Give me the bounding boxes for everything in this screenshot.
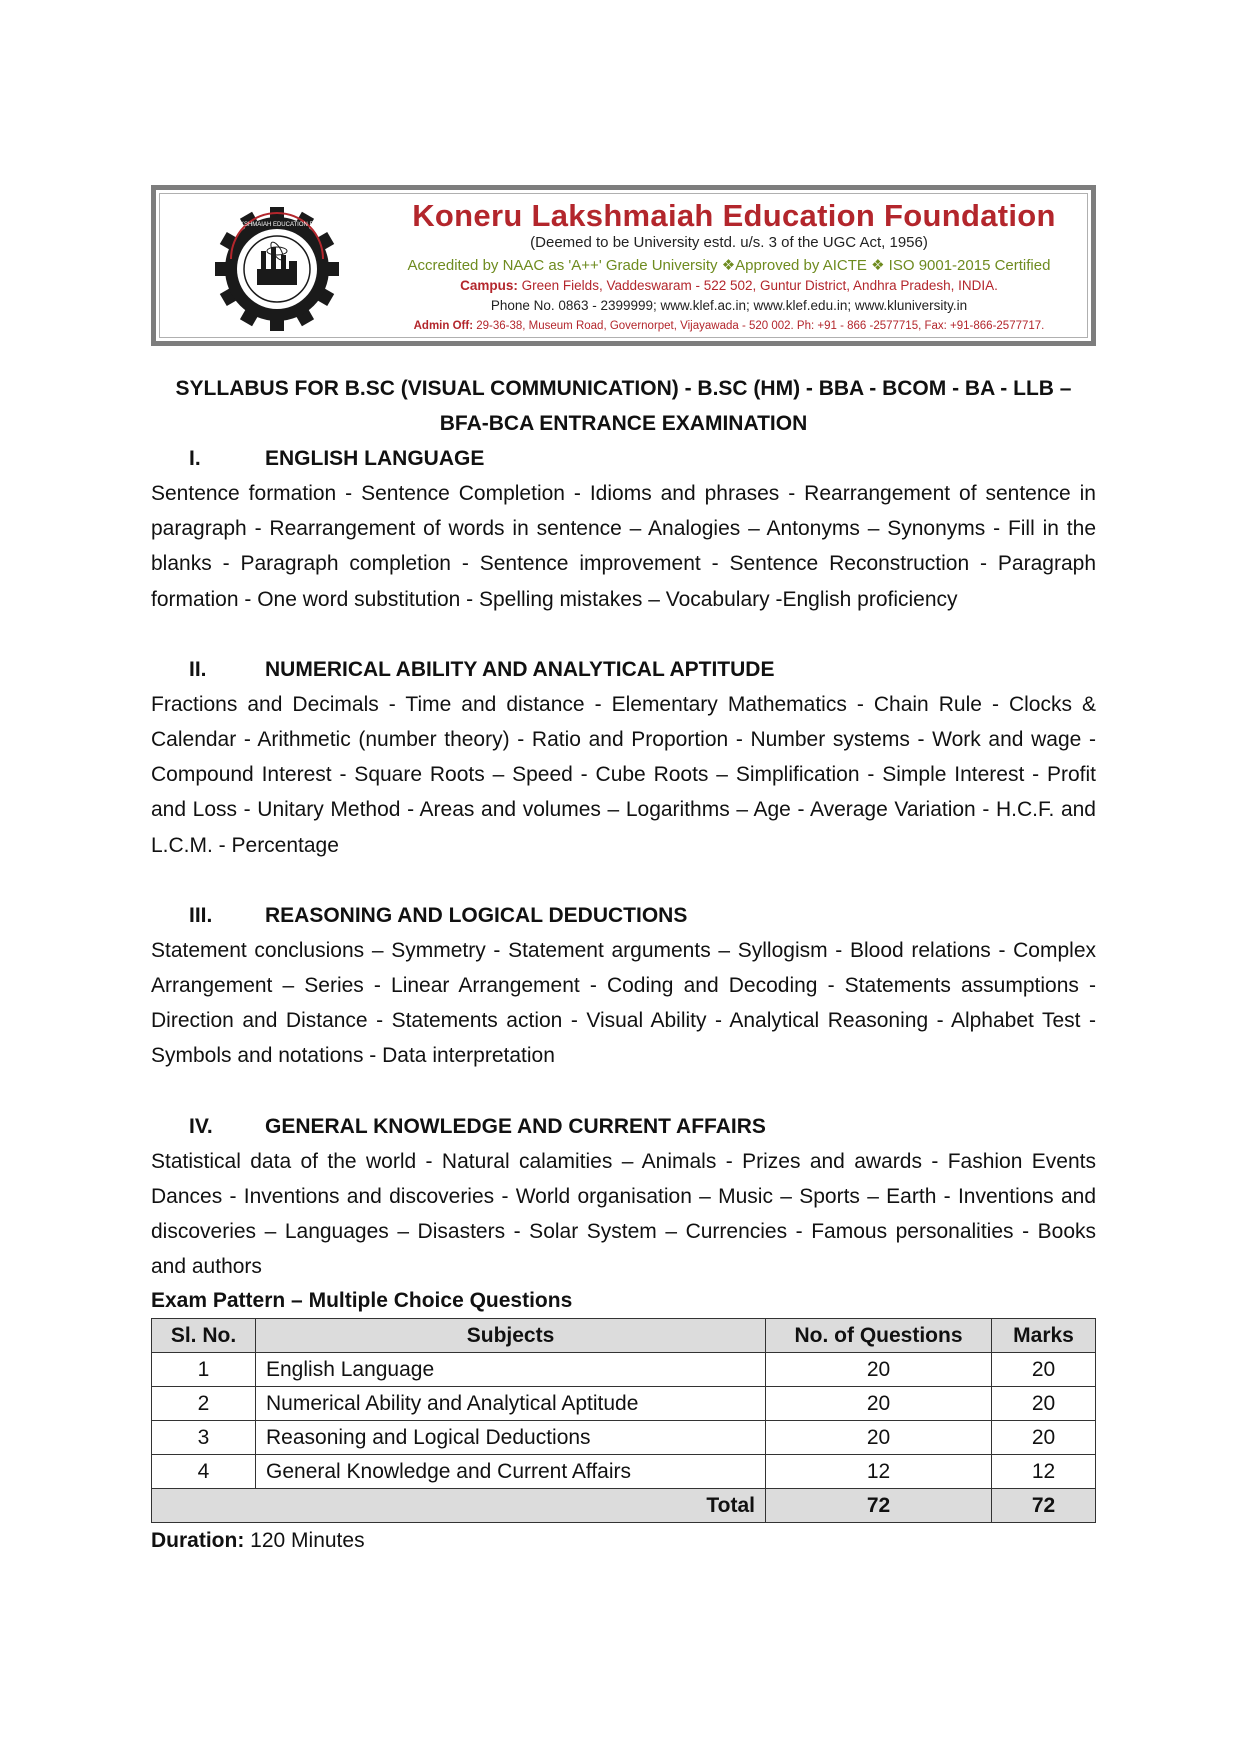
section-heading [151, 898, 1096, 933]
total-label: Total [152, 1489, 766, 1523]
document-title [151, 371, 1096, 441]
header-sl-no: Sl. No. [152, 1319, 256, 1353]
section-title: GENERAL KNOWLEDGE AND CURRENT AFFAIRS [265, 1114, 766, 1138]
section-heading [151, 441, 1096, 476]
cell-subject: General Knowledge and Current Affairs [256, 1455, 766, 1489]
duration-label: Duration: [151, 1529, 245, 1553]
exam-pattern-title: Exam Pattern – Multiple Choice Questions [151, 1289, 573, 1313]
title-line-1: SYLLABUS FOR B.SC (VISUAL COMMUNICATION) - B.SC (HM) - BBA - BCOM - BA - LLB – [175, 377, 1072, 400]
section-general-knowledge [151, 1109, 1096, 1285]
admin-label: Admin Off: [413, 320, 474, 332]
section-reasoning [151, 898, 1096, 1074]
table-row [152, 1421, 1096, 1455]
cell-marks: 20 [992, 1421, 1096, 1455]
deemed-university-line: (Deemed to be University estd. u/s. 3 of the UGC Act, 1956) [530, 234, 928, 251]
cell-marks: 20 [992, 1387, 1096, 1421]
campus-text: Green Fields, Vaddeswaram - 522 502, Guntur District, Andhra Pradesh, INDIA. [521, 278, 998, 293]
table-total-row [152, 1489, 1096, 1523]
total-marks: 72 [992, 1489, 1096, 1523]
cell-subject: English Language [256, 1353, 766, 1387]
cell-questions: 20 [766, 1421, 992, 1455]
section-english [151, 441, 1096, 617]
university-logo-icon [202, 204, 352, 334]
cell-questions: 12 [766, 1455, 992, 1489]
table-row [152, 1387, 1096, 1421]
organization-name: Koneru Lakshmaiah Education Foundation [412, 198, 1056, 233]
cell-sl-no: 1 [152, 1353, 256, 1387]
cell-sl-no: 4 [152, 1455, 256, 1489]
section-number: II. [189, 657, 207, 681]
title-line-2: BFA-BCA ENTRANCE EXAMINATION [439, 412, 808, 435]
section-number: I. [189, 447, 201, 470]
cell-questions: 20 [766, 1353, 992, 1387]
admin-office-line [364, 320, 1094, 332]
phone-websites-line: Phone No. 0863 - 2399999; www.klef.ac.in; www.klef.edu.in; www.kluniversity.in [490, 298, 968, 313]
letterhead [151, 185, 1096, 346]
cell-subject: Reasoning and Logical Deductions [256, 1421, 766, 1455]
section-title: NUMERICAL ABILITY AND ANALYTICAL APTITUDE [265, 657, 775, 681]
header-no-of-questions: No. of Questions [766, 1319, 992, 1353]
total-questions: 72 [766, 1489, 992, 1523]
cell-subject: Numerical Ability and Analytical Aptitude [256, 1387, 766, 1421]
accreditation-line: Accredited by NAAC as 'A++' Grade University ❖Approved by AICTE ❖ ISO 9001-2015 Certified [407, 257, 1051, 274]
section-body: Sentence formation - Sentence Completion - Idioms and phrases - Rearrangement of sentence in paragraph - Rearrangement of words in sentence – Analogies – Antonyms – Synonyms - Fill in the blanks - Paragraph completion - Sentence improvement - Sentence Reconstruction - Paragraph formation - One word substitution - Spelling mistakes – Vocabulary -English proficiency [151, 482, 1096, 611]
table-row [152, 1455, 1096, 1489]
cell-marks: 20 [992, 1353, 1096, 1387]
cell-questions: 20 [766, 1387, 992, 1421]
section-title: ENGLISH LANGUAGE [265, 447, 485, 470]
cell-marks: 12 [992, 1455, 1096, 1489]
exam-pattern-table [151, 1318, 1096, 1523]
table-row [152, 1353, 1096, 1387]
table-header-row [152, 1319, 1096, 1353]
section-body: Fractions and Decimals - Time and distance - Elementary Mathematics - Chain Rule - Clocks & Calendar - Arithmetic (number theory) - Ratio and Proportion - Number systems - Work and wage - Compound Interest - Square Roots – Speed - Cube Roots – Simplification - Simple Interest - Profit and Loss - Unitary Method - Areas and volumes – Logarithms – Age - Average Variation - H.C.F. and L.C.M. - Percentage [151, 692, 1096, 857]
campus-address-line [364, 278, 1094, 293]
logo-ring-text: KONERU LAKSHMAIAH EDUCATION FOUNDATION [205, 222, 349, 228]
section-title: REASONING AND LOGICAL DEDUCTIONS [265, 903, 688, 927]
cell-sl-no: 2 [152, 1387, 256, 1421]
admin-text: 29-36-38, Museum Road, Governorpet, Vijayawada - 520 002. Ph: +91 - 866 -2577715, Fax: +91-866-2577717. [476, 320, 1045, 332]
section-numerical [151, 652, 1096, 863]
section-heading [151, 652, 1096, 687]
section-number: III. [189, 903, 213, 927]
header-marks: Marks [992, 1319, 1096, 1353]
header-subjects: Subjects [256, 1319, 766, 1353]
duration-value: 120 Minutes [244, 1529, 365, 1553]
exam-duration [151, 1523, 1096, 1558]
section-body: Statement conclusions – Symmetry - Statement arguments – Syllogism - Blood relations - Complex Arrangement – Series - Linear Arrangement - Coding and Decoding - Statements assumptions - Direction and Distance - Statements action - Visual Ability - Analytical Reasoning - Alphabet Test - Symbols and notations - Data interpretation [151, 938, 1096, 1068]
section-body: Statistical data of the world - Natural calamities – Animals - Prizes and awards - Fashion Events Dances - Inventions and discoveries - World organisation – Music – Sports – Earth - Inventions and discoveries – Languages – Disasters - Solar System – Currencies - Famous personalities - Books and authors [151, 1149, 1096, 1279]
campus-label: Campus: [460, 278, 518, 293]
document-page [151, 185, 1096, 1558]
cell-sl-no: 3 [152, 1421, 256, 1455]
section-heading [151, 1109, 1096, 1144]
section-number: IV. [189, 1114, 213, 1138]
